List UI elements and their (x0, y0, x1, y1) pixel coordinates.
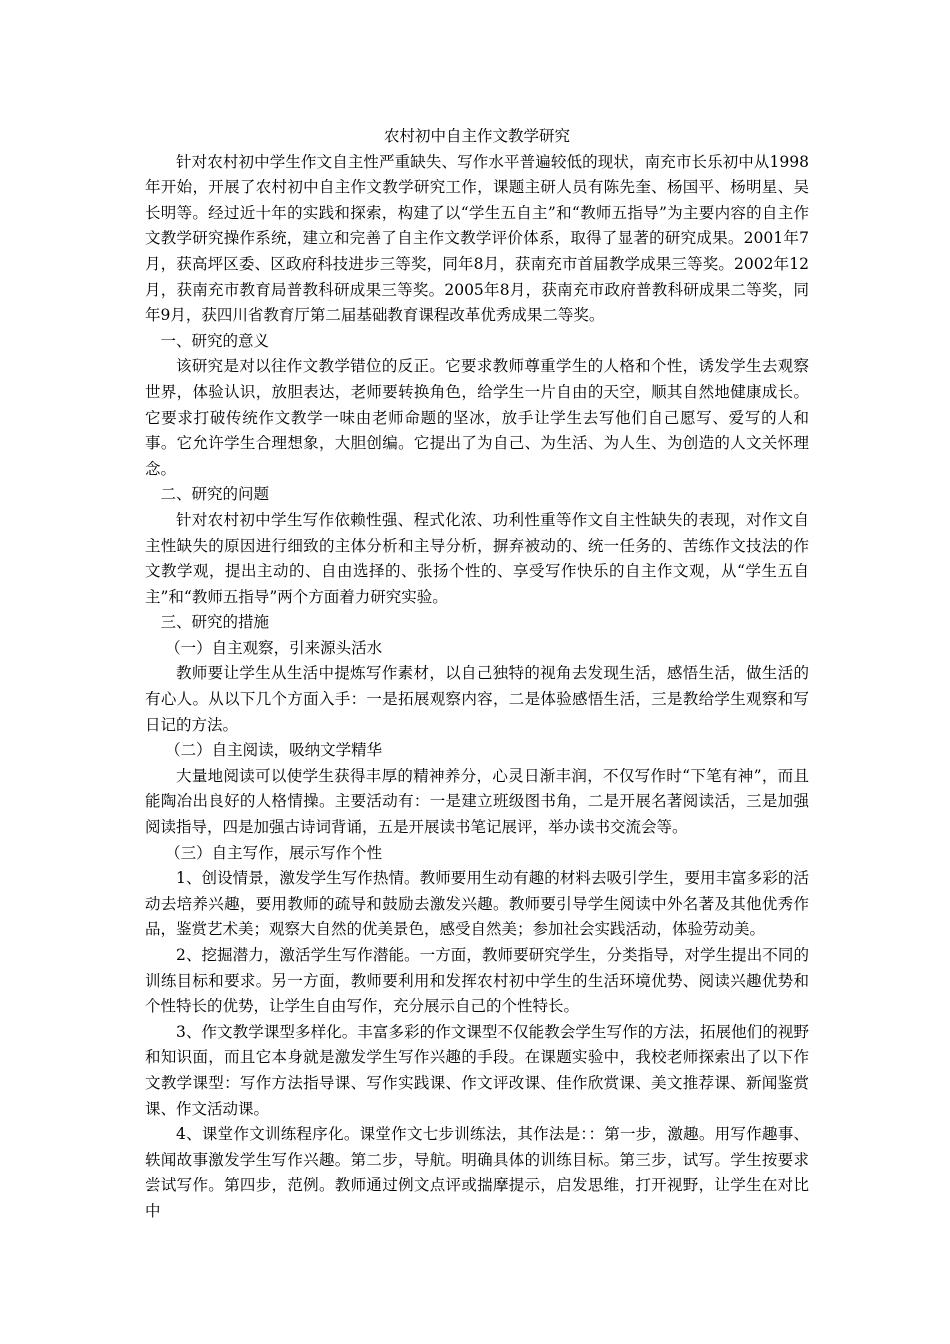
section-heading-significance: 一、研究的意义 (160, 331, 270, 350)
section-heading-problem: 二、研究的问题 (160, 485, 270, 504)
writing-item-1: 1、创设情景，激发学生写作热情。教师要用生动有趣的材料去吸引学生，要用丰富多彩的活动去培养兴趣，要用教师的疏导和鼓励去激发兴趣。教师要引导学生阅读中外名著及其他优秀作品，鉴赏艺术美；观察大自然的优美景色，感受自然美；参加社会实践活动，体验劳动美。 (145, 869, 809, 939)
document-page (145, 124, 809, 1225)
writing-item-2: 2、挖掘潜力，激活学生写作潜能。一方面，教师要研究学生，分类指导，对学生提出不同的训练目标和要求。另一方面，教师要利用和发挥农村初中学生的生活环境优势、阅读兴趣优势和个性特长的优势，让学生自由写作，充分展示自己的个性特长。 (145, 946, 809, 1016)
observation-paragraph: 教师要让学生从生活中提炼写作素材，以自己独特的视角去发现生活，感悟生活，做生活的有心人。从以下几个方面入手：一是拓展观察内容，二是体验感悟生活，三是教给学生观察和写日记的方法。 (145, 664, 809, 734)
problem-paragraph: 针对农村初中学生写作依赖性强、程式化浓、功利性重等作文自主性缺失的表现，对作文自主性缺失的原因进行细致的主体分析和主导分析，摒弃被动的、统一任务的、苦练作文技法的作文教学观，提出主动的、自由选择的、张扬个性的、享受写作快乐的自主作文观，从“学生五自主”和“教师五指导”两个方面着力研究实验。 (145, 510, 809, 606)
intro-paragraph: 针对农村初中学生作文自主性严重缺失、写作水平普遍较低的现状，南充市长乐初中从1998年开始，开展了农村初中自主作文教学研究工作，课题主研人员有陈先奎、杨国平、杨明星、吴长明等。经过近十年的实践和探索，构建了以“学生五自主”和“教师五指导”为主要内容的自主作文教学研究操作系统，建立和完善了自主作文教学评价体系，取得了显著的研究成果。2001年7月，获高坪区委、区政府科技进步三等奖，同年8月，获南充市首届教学成果三等奖。2002年12月，获南充市教育局普教科研成果三等奖。2005年8月，获南充市政府普教科研成果二等奖，同年9月，获四川省教育厅第二届基础教育课程改革优秀成果二等奖。 (145, 152, 809, 325)
writing-item-3: 3、作文教学课型多样化。丰富多彩的作文课型不仅能教会学生写作的方法，拓展他们的视野和知识面，而且它本身就是激发学生写作兴趣的手段。在课题实验中，我校老师探索出了以下作文教学课型：写作方法指导课、写作实践课、作文评改课、佳作欣赏课、美文推荐课、新闻鉴赏课、作文活动课。 (145, 1022, 809, 1118)
reading-paragraph: 大量地阅读可以使学生获得丰厚的精神养分，心灵日渐丰润，不仅写作时“下笔有神”，而且能陶冶出良好的人格情操。主要活动有：一是建立班级图书角，二是开展名著阅读活，三是加强阅读指导，四是加强古诗词背诵，五是开展读书笔记展评，举办读书交流会等。 (145, 766, 809, 837)
subsection-heading-writing: （三）自主写作，展示写作个性 (165, 843, 383, 862)
significance-paragraph: 该研究是对以往作文教学错位的反正。它要求教师尊重学生的人格和个性，诱发学生去观察世界，体验认识，放胆表达，老师要转换角色，给学生一片自由的天空，顺其自然地健康成长。它要求打破传统作文教学一味由老师命题的坚冰，放手让学生去写他们自己愿写、爱写的人和事。它允许学生合理想象，大胆创编。它提出了为自己、为生活、为人生、为创造的人文关怀理念。 (145, 357, 809, 478)
writing-item-4: 4、课堂作文训练程序化。课堂作文七步训练法，其作法是：：第一步，激趣。用写作趣事、轶闻故事激发学生写作兴趣。第二步，导航。明确具体的训练目标。第三步，试写。学生按要求尝试写作。第四步，范例。教师通过例文点评或揣摩提示，启发思维，打开视野，让学生在对比中 (145, 1125, 809, 1220)
subsection-heading-reading: （二）自主阅读，吸纳文学精华 (165, 741, 383, 760)
subsection-heading-observation: （一）自主观察，引来源头活水 (165, 638, 383, 657)
section-heading-measures: 三、研究的措施 (160, 613, 270, 632)
document-title: 农村初中自主作文教学研究 (383, 127, 570, 145)
